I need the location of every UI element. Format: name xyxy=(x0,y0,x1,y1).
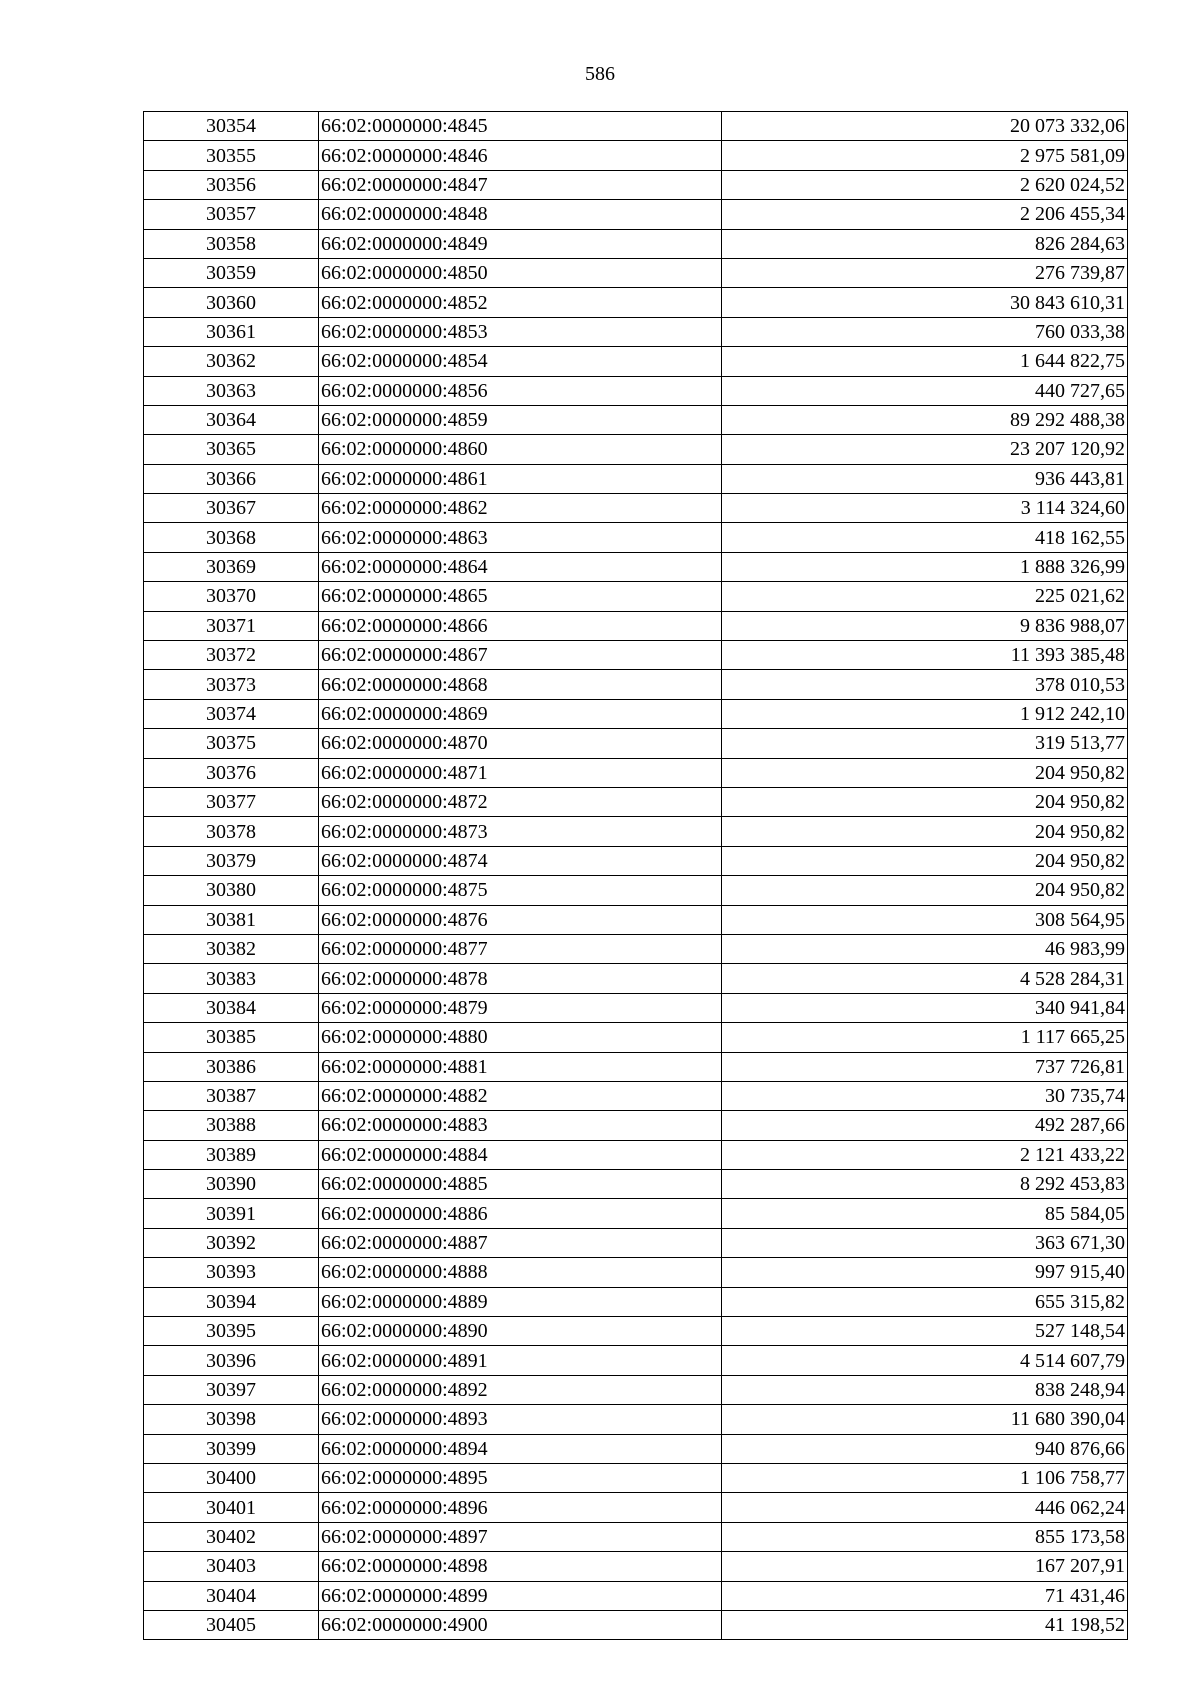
cadastral-value-cell: 940 876,66 xyxy=(722,1434,1128,1463)
table-row xyxy=(144,1552,1128,1581)
table-row xyxy=(144,670,1128,699)
cadastral-value-cell: 737 726,81 xyxy=(722,1052,1128,1081)
cadastral-value-cell: 204 950,82 xyxy=(722,758,1128,787)
cadastral-value-cell: 85 584,05 xyxy=(722,1199,1128,1228)
table-row xyxy=(144,846,1128,875)
cadastral-value-cell: 826 284,63 xyxy=(722,229,1128,258)
row-number-cell: 30398 xyxy=(144,1405,319,1434)
cadastral-number-cell: 66:02:0000000:4895 xyxy=(319,1463,722,1492)
cadastral-number-cell: 66:02:0000000:4872 xyxy=(319,787,722,816)
table-row xyxy=(144,1052,1128,1081)
cadastral-number-cell: 66:02:0000000:4890 xyxy=(319,1317,722,1346)
cadastral-number-cell: 66:02:0000000:4866 xyxy=(319,611,722,640)
cadastral-value-table xyxy=(143,111,1128,1640)
row-number-cell: 30371 xyxy=(144,611,319,640)
cadastral-value-cell: 2 975 581,09 xyxy=(722,141,1128,170)
table-row xyxy=(144,1170,1128,1199)
cadastral-value-cell: 204 950,82 xyxy=(722,846,1128,875)
cadastral-value-cell: 855 173,58 xyxy=(722,1522,1128,1551)
table-row xyxy=(144,347,1128,376)
cadastral-number-cell: 66:02:0000000:4868 xyxy=(319,670,722,699)
cadastral-number-cell: 66:02:0000000:4861 xyxy=(319,464,722,493)
cadastral-number-cell: 66:02:0000000:4869 xyxy=(319,699,722,728)
row-number-cell: 30389 xyxy=(144,1140,319,1169)
table-row xyxy=(144,1111,1128,1140)
cadastral-value-cell: 11 393 385,48 xyxy=(722,641,1128,670)
row-number-cell: 30369 xyxy=(144,552,319,581)
page-number: 586 xyxy=(585,63,615,85)
table-row xyxy=(144,1317,1128,1346)
cadastral-number-cell: 66:02:0000000:4860 xyxy=(319,435,722,464)
table-row xyxy=(144,376,1128,405)
row-number-cell: 30366 xyxy=(144,464,319,493)
cadastral-value-cell: 89 292 488,38 xyxy=(722,405,1128,434)
cadastral-value-cell: 3 114 324,60 xyxy=(722,494,1128,523)
cadastral-number-cell: 66:02:0000000:4880 xyxy=(319,1023,722,1052)
cadastral-value-cell: 655 315,82 xyxy=(722,1287,1128,1316)
cadastral-number-cell: 66:02:0000000:4896 xyxy=(319,1493,722,1522)
table-row xyxy=(144,1081,1128,1110)
table-row xyxy=(144,405,1128,434)
cadastral-number-cell: 66:02:0000000:4871 xyxy=(319,758,722,787)
table-row xyxy=(144,699,1128,728)
row-number-cell: 30377 xyxy=(144,787,319,816)
cadastral-number-cell: 66:02:0000000:4885 xyxy=(319,1170,722,1199)
table-row xyxy=(144,258,1128,287)
row-number-cell: 30376 xyxy=(144,758,319,787)
row-number-cell: 30393 xyxy=(144,1258,319,1287)
row-number-cell: 30364 xyxy=(144,405,319,434)
row-number-cell: 30391 xyxy=(144,1199,319,1228)
cadastral-value-cell: 997 915,40 xyxy=(722,1258,1128,1287)
cadastral-number-cell: 66:02:0000000:4898 xyxy=(319,1552,722,1581)
table-row xyxy=(144,641,1128,670)
row-number-cell: 30397 xyxy=(144,1375,319,1404)
table-row xyxy=(144,1581,1128,1610)
row-number-cell: 30392 xyxy=(144,1228,319,1257)
cadastral-value-cell: 308 564,95 xyxy=(722,905,1128,934)
table-row xyxy=(144,1140,1128,1169)
cadastral-number-cell: 66:02:0000000:4849 xyxy=(319,229,722,258)
table-row xyxy=(144,729,1128,758)
row-number-cell: 30395 xyxy=(144,1317,319,1346)
cadastral-number-cell: 66:02:0000000:4867 xyxy=(319,641,722,670)
table-row xyxy=(144,611,1128,640)
row-number-cell: 30383 xyxy=(144,964,319,993)
cadastral-value-cell: 760 033,38 xyxy=(722,317,1128,346)
table-row xyxy=(144,964,1128,993)
cadastral-number-cell: 66:02:0000000:4886 xyxy=(319,1199,722,1228)
table-row xyxy=(144,1434,1128,1463)
cadastral-value-cell: 527 148,54 xyxy=(722,1317,1128,1346)
table-row xyxy=(144,1610,1128,1639)
row-number-cell: 30381 xyxy=(144,905,319,934)
cadastral-number-cell: 66:02:0000000:4876 xyxy=(319,905,722,934)
cadastral-number-cell: 66:02:0000000:4888 xyxy=(319,1258,722,1287)
cadastral-number-cell: 66:02:0000000:4863 xyxy=(319,523,722,552)
row-number-cell: 30365 xyxy=(144,435,319,464)
table-row xyxy=(144,141,1128,170)
table-row xyxy=(144,1522,1128,1551)
row-number-cell: 30370 xyxy=(144,582,319,611)
table-row xyxy=(144,1023,1128,1052)
table-row xyxy=(144,494,1128,523)
cadastral-number-cell: 66:02:0000000:4874 xyxy=(319,846,722,875)
row-number-cell: 30402 xyxy=(144,1522,319,1551)
cadastral-number-cell: 66:02:0000000:4847 xyxy=(319,170,722,199)
cadastral-value-cell: 9 836 988,07 xyxy=(722,611,1128,640)
row-number-cell: 30386 xyxy=(144,1052,319,1081)
cadastral-number-cell: 66:02:0000000:4870 xyxy=(319,729,722,758)
cadastral-number-cell: 66:02:0000000:4899 xyxy=(319,1581,722,1610)
table-row xyxy=(144,317,1128,346)
cadastral-number-cell: 66:02:0000000:4873 xyxy=(319,817,722,846)
row-number-cell: 30368 xyxy=(144,523,319,552)
cadastral-value-cell: 4 514 607,79 xyxy=(722,1346,1128,1375)
cadastral-value-cell: 4 528 284,31 xyxy=(722,964,1128,993)
row-number-cell: 30354 xyxy=(144,112,319,141)
cadastral-number-cell: 66:02:0000000:4846 xyxy=(319,141,722,170)
cadastral-number-cell: 66:02:0000000:4882 xyxy=(319,1081,722,1110)
row-number-cell: 30367 xyxy=(144,494,319,523)
row-number-cell: 30360 xyxy=(144,288,319,317)
table-row xyxy=(144,1346,1128,1375)
cadastral-number-cell: 66:02:0000000:4859 xyxy=(319,405,722,434)
row-number-cell: 30385 xyxy=(144,1023,319,1052)
cadastral-value-cell: 167 207,91 xyxy=(722,1552,1128,1581)
table-row xyxy=(144,1375,1128,1404)
cadastral-number-cell: 66:02:0000000:4854 xyxy=(319,347,722,376)
row-number-cell: 30388 xyxy=(144,1111,319,1140)
table-row xyxy=(144,112,1128,141)
table-row xyxy=(144,758,1128,787)
row-number-cell: 30357 xyxy=(144,200,319,229)
cadastral-value-cell: 8 292 453,83 xyxy=(722,1170,1128,1199)
row-number-cell: 30390 xyxy=(144,1170,319,1199)
cadastral-number-cell: 66:02:0000000:4862 xyxy=(319,494,722,523)
row-number-cell: 30372 xyxy=(144,641,319,670)
cadastral-number-cell: 66:02:0000000:4864 xyxy=(319,552,722,581)
table-row xyxy=(144,200,1128,229)
table-row xyxy=(144,523,1128,552)
row-number-cell: 30380 xyxy=(144,876,319,905)
cadastral-value-cell: 23 207 120,92 xyxy=(722,435,1128,464)
table-row xyxy=(144,1463,1128,1492)
cadastral-number-cell: 66:02:0000000:4845 xyxy=(319,112,722,141)
cadastral-value-cell: 71 431,46 xyxy=(722,1581,1128,1610)
cadastral-value-cell: 225 021,62 xyxy=(722,582,1128,611)
row-number-cell: 30375 xyxy=(144,729,319,758)
table-body xyxy=(144,112,1128,1640)
cadastral-number-cell: 66:02:0000000:4897 xyxy=(319,1522,722,1551)
cadastral-number-cell: 66:02:0000000:4875 xyxy=(319,876,722,905)
table-row xyxy=(144,170,1128,199)
row-number-cell: 30358 xyxy=(144,229,319,258)
row-number-cell: 30355 xyxy=(144,141,319,170)
cadastral-value-cell: 838 248,94 xyxy=(722,1375,1128,1404)
cadastral-value-cell: 204 950,82 xyxy=(722,817,1128,846)
cadastral-value-cell: 41 198,52 xyxy=(722,1610,1128,1639)
row-number-cell: 30363 xyxy=(144,376,319,405)
table-row xyxy=(144,1405,1128,1434)
cadastral-number-cell: 66:02:0000000:4894 xyxy=(319,1434,722,1463)
table-row xyxy=(144,905,1128,934)
row-number-cell: 30361 xyxy=(144,317,319,346)
table-row xyxy=(144,435,1128,464)
cadastral-value-cell: 204 950,82 xyxy=(722,876,1128,905)
row-number-cell: 30399 xyxy=(144,1434,319,1463)
cadastral-number-cell: 66:02:0000000:4850 xyxy=(319,258,722,287)
row-number-cell: 30405 xyxy=(144,1610,319,1639)
table-row xyxy=(144,876,1128,905)
row-number-cell: 30382 xyxy=(144,934,319,963)
cadastral-value-cell: 2 121 433,22 xyxy=(722,1140,1128,1169)
row-number-cell: 30394 xyxy=(144,1287,319,1316)
cadastral-value-cell: 446 062,24 xyxy=(722,1493,1128,1522)
table-row xyxy=(144,229,1128,258)
cadastral-value-cell: 30 735,74 xyxy=(722,1081,1128,1110)
cadastral-value-cell: 1 644 822,75 xyxy=(722,347,1128,376)
cadastral-number-cell: 66:02:0000000:4877 xyxy=(319,934,722,963)
cadastral-value-cell: 378 010,53 xyxy=(722,670,1128,699)
cadastral-value-cell: 46 983,99 xyxy=(722,934,1128,963)
cadastral-number-cell: 66:02:0000000:4893 xyxy=(319,1405,722,1434)
cadastral-value-cell: 319 513,77 xyxy=(722,729,1128,758)
row-number-cell: 30359 xyxy=(144,258,319,287)
row-number-cell: 30396 xyxy=(144,1346,319,1375)
cadastral-value-cell: 1 912 242,10 xyxy=(722,699,1128,728)
cadastral-number-cell: 66:02:0000000:4884 xyxy=(319,1140,722,1169)
cadastral-value-cell: 440 727,65 xyxy=(722,376,1128,405)
cadastral-number-cell: 66:02:0000000:4848 xyxy=(319,200,722,229)
table-row xyxy=(144,1228,1128,1257)
table-row xyxy=(144,1493,1128,1522)
table-row xyxy=(144,582,1128,611)
cadastral-number-cell: 66:02:0000000:4856 xyxy=(319,376,722,405)
cadastral-value-cell: 276 739,87 xyxy=(722,258,1128,287)
table-row xyxy=(144,464,1128,493)
row-number-cell: 30379 xyxy=(144,846,319,875)
cadastral-value-cell: 11 680 390,04 xyxy=(722,1405,1128,1434)
table-row xyxy=(144,1258,1128,1287)
cadastral-value-cell: 418 162,55 xyxy=(722,523,1128,552)
row-number-cell: 30378 xyxy=(144,817,319,846)
cadastral-number-cell: 66:02:0000000:4881 xyxy=(319,1052,722,1081)
cadastral-value-cell: 1 117 665,25 xyxy=(722,1023,1128,1052)
row-number-cell: 30373 xyxy=(144,670,319,699)
cadastral-number-cell: 66:02:0000000:4865 xyxy=(319,582,722,611)
cadastral-value-cell: 363 671,30 xyxy=(722,1228,1128,1257)
row-number-cell: 30356 xyxy=(144,170,319,199)
table-row xyxy=(144,817,1128,846)
row-number-cell: 30374 xyxy=(144,699,319,728)
row-number-cell: 30401 xyxy=(144,1493,319,1522)
cadastral-value-cell: 20 073 332,06 xyxy=(722,112,1128,141)
cadastral-value-cell: 1 888 326,99 xyxy=(722,552,1128,581)
table-row xyxy=(144,288,1128,317)
table-row xyxy=(144,993,1128,1022)
row-number-cell: 30362 xyxy=(144,347,319,376)
cadastral-number-cell: 66:02:0000000:4900 xyxy=(319,1610,722,1639)
cadastral-number-cell: 66:02:0000000:4891 xyxy=(319,1346,722,1375)
cadastral-number-cell: 66:02:0000000:4878 xyxy=(319,964,722,993)
cadastral-number-cell: 66:02:0000000:4889 xyxy=(319,1287,722,1316)
cadastral-number-cell: 66:02:0000000:4852 xyxy=(319,288,722,317)
cadastral-value-cell: 1 106 758,77 xyxy=(722,1463,1128,1492)
cadastral-value-cell: 30 843 610,31 xyxy=(722,288,1128,317)
cadastral-value-cell: 2 206 455,34 xyxy=(722,200,1128,229)
cadastral-value-cell: 936 443,81 xyxy=(722,464,1128,493)
cadastral-value-cell: 2 620 024,52 xyxy=(722,170,1128,199)
cadastral-number-cell: 66:02:0000000:4883 xyxy=(319,1111,722,1140)
table-row xyxy=(144,787,1128,816)
table-row xyxy=(144,552,1128,581)
table-row xyxy=(144,1199,1128,1228)
row-number-cell: 30387 xyxy=(144,1081,319,1110)
cadastral-value-cell: 492 287,66 xyxy=(722,1111,1128,1140)
cadastral-value-cell: 340 941,84 xyxy=(722,993,1128,1022)
cadastral-number-cell: 66:02:0000000:4887 xyxy=(319,1228,722,1257)
cadastral-number-cell: 66:02:0000000:4853 xyxy=(319,317,722,346)
cadastral-number-cell: 66:02:0000000:4879 xyxy=(319,993,722,1022)
cadastral-number-cell: 66:02:0000000:4892 xyxy=(319,1375,722,1404)
table-row xyxy=(144,934,1128,963)
row-number-cell: 30400 xyxy=(144,1463,319,1492)
row-number-cell: 30384 xyxy=(144,993,319,1022)
table-row xyxy=(144,1287,1128,1316)
cadastral-value-cell: 204 950,82 xyxy=(722,787,1128,816)
row-number-cell: 30403 xyxy=(144,1552,319,1581)
row-number-cell: 30404 xyxy=(144,1581,319,1610)
